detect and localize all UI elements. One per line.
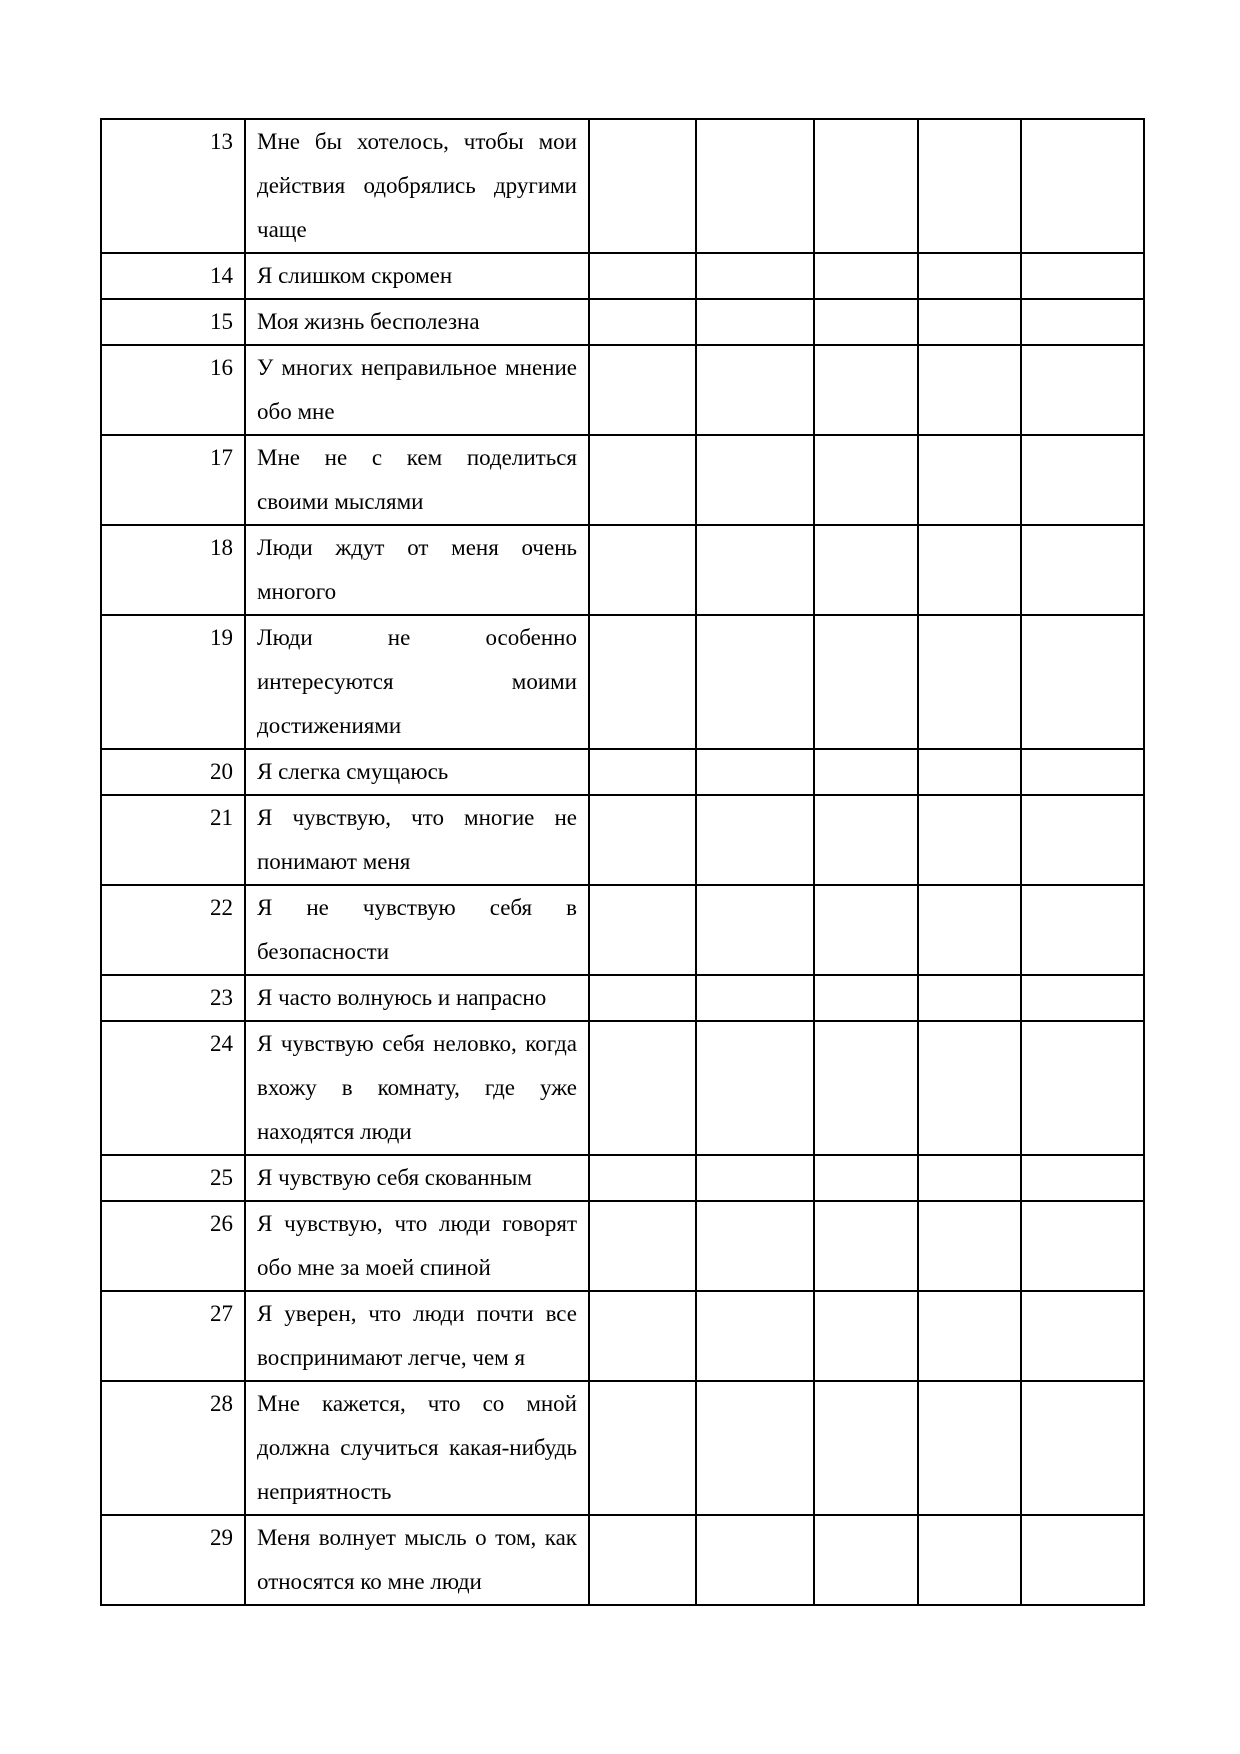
answer-cell[interactable] [814,299,918,345]
answer-cell[interactable] [696,1155,814,1201]
answer-cell[interactable] [696,299,814,345]
answer-cell[interactable] [589,795,696,885]
answer-cell[interactable] [918,435,1021,525]
answer-cell[interactable] [814,615,918,749]
answer-cell[interactable] [814,435,918,525]
table-row [101,299,1144,345]
answer-cell[interactable] [918,749,1021,795]
answer-cell[interactable] [1021,615,1144,749]
answer-cell[interactable] [918,525,1021,615]
row-number: 29 [101,1515,245,1605]
answer-cell[interactable] [918,1291,1021,1381]
table-row [101,345,1144,435]
table-row [101,749,1144,795]
answer-cell[interactable] [814,345,918,435]
answer-cell[interactable] [696,119,814,253]
statement-text: Я чувствую себя неловко, когда вхожу в комнату, где уже находятся люди [245,1021,589,1155]
row-number: 23 [101,975,245,1021]
answer-cell[interactable] [814,1021,918,1155]
answer-cell[interactable] [589,1515,696,1605]
statement-text: Мне бы хотелось, чтобы мои действия одобрялись другими чаще [245,119,589,253]
statement-text: У многих неправильное мнение обо мне [245,345,589,435]
statement-text: Люди не особенно интересуются моими достижениями [245,615,589,749]
answer-cell[interactable] [814,1381,918,1515]
answer-cell[interactable] [696,1291,814,1381]
answer-cell[interactable] [696,885,814,975]
statement-text: Я уверен, что люди почти все воспринимают легче, чем я [245,1291,589,1381]
row-number: 26 [101,1201,245,1291]
answer-cell[interactable] [814,1155,918,1201]
answer-cell[interactable] [814,795,918,885]
row-number: 25 [101,1155,245,1201]
answer-cell[interactable] [696,1515,814,1605]
row-number: 14 [101,253,245,299]
row-number: 24 [101,1021,245,1155]
table-row [101,119,1144,253]
statement-text: Люди ждут от меня очень многого [245,525,589,615]
table-row [101,253,1144,299]
answer-cell[interactable] [814,253,918,299]
table-row [101,885,1144,975]
answer-cell[interactable] [1021,795,1144,885]
answer-cell[interactable] [918,615,1021,749]
answer-cell[interactable] [918,299,1021,345]
answer-cell[interactable] [589,525,696,615]
answer-cell[interactable] [814,119,918,253]
answer-cell[interactable] [918,1201,1021,1291]
answer-cell[interactable] [1021,119,1144,253]
statement-text: Мне кажется, что со мной должна случиться какая-нибудь неприятность [245,1381,589,1515]
answer-cell[interactable] [918,119,1021,253]
answer-cell[interactable] [696,975,814,1021]
answer-cell[interactable] [589,1155,696,1201]
answer-cell[interactable] [589,615,696,749]
table-row [101,1381,1144,1515]
answer-cell[interactable] [814,1201,918,1291]
row-number: 20 [101,749,245,795]
table-row [101,525,1144,615]
statement-text: Моя жизнь бесполезна [245,299,589,345]
answer-cell[interactable] [1021,749,1144,795]
answer-cell[interactable] [696,1381,814,1515]
row-number: 28 [101,1381,245,1515]
answer-cell[interactable] [589,119,696,253]
answer-cell[interactable] [696,1201,814,1291]
answer-cell[interactable] [1021,885,1144,975]
answer-cell[interactable] [918,1021,1021,1155]
table-row [101,1291,1144,1381]
table-row [101,435,1144,525]
statement-text: Я не чувствую себя в безопасности [245,885,589,975]
statement-text: Меня волнует мысль о том, как относятся ко мне люди [245,1515,589,1605]
answer-cell[interactable] [589,1291,696,1381]
answer-cell[interactable] [589,1381,696,1515]
statement-text: Я чувствую, что многие не понимают меня [245,795,589,885]
answer-cell[interactable] [696,435,814,525]
answer-cell[interactable] [696,795,814,885]
row-number: 15 [101,299,245,345]
row-number: 13 [101,119,245,253]
answer-cell[interactable] [1021,1381,1144,1515]
answer-cell[interactable] [918,253,1021,299]
statement-text: Я часто волнуюсь и напрасно [245,975,589,1021]
row-number: 27 [101,1291,245,1381]
answer-cell[interactable] [814,1515,918,1605]
answer-cell[interactable] [1021,345,1144,435]
row-number: 22 [101,885,245,975]
table-row [101,1155,1144,1201]
answer-cell[interactable] [589,435,696,525]
statement-text: Я чувствую себя скованным [245,1155,589,1201]
answer-cell[interactable] [814,525,918,615]
table-row [101,795,1144,885]
table-row [101,1021,1144,1155]
answer-cell[interactable] [1021,1155,1144,1201]
answer-cell[interactable] [696,525,814,615]
answer-cell[interactable] [696,615,814,749]
answer-cell[interactable] [918,1155,1021,1201]
answer-cell[interactable] [589,1201,696,1291]
answer-cell[interactable] [1021,253,1144,299]
row-number: 18 [101,525,245,615]
answer-cell[interactable] [1021,975,1144,1021]
answer-cell[interactable] [918,345,1021,435]
answer-cell[interactable] [1021,1291,1144,1381]
statement-text: Я слишком скромен [245,253,589,299]
answer-cell[interactable] [589,975,696,1021]
answer-cell[interactable] [696,345,814,435]
row-number: 16 [101,345,245,435]
answer-cell[interactable] [589,885,696,975]
answer-cell[interactable] [918,1515,1021,1605]
answer-cell[interactable] [918,795,1021,885]
answer-cell[interactable] [696,253,814,299]
statement-text: Я чувствую, что люди говорят обо мне за моей спиной [245,1201,589,1291]
statement-text: Мне не с кем поделиться своими мыслями [245,435,589,525]
table-row [101,975,1144,1021]
answer-cell[interactable] [1021,525,1144,615]
statement-text: Я слегка смущаюсь [245,749,589,795]
answer-cell[interactable] [589,299,696,345]
questionnaire-table [100,118,1145,1606]
row-number: 17 [101,435,245,525]
row-number: 19 [101,615,245,749]
answer-cell[interactable] [589,749,696,795]
answer-cell[interactable] [1021,1515,1144,1605]
answer-cell[interactable] [1021,1201,1144,1291]
answer-cell[interactable] [589,253,696,299]
answer-cell[interactable] [814,885,918,975]
answer-cell[interactable] [918,1381,1021,1515]
answer-cell[interactable] [1021,299,1144,345]
answer-cell[interactable] [814,975,918,1021]
answer-cell[interactable] [696,749,814,795]
answer-cell[interactable] [1021,1021,1144,1155]
table-row [101,1515,1144,1605]
answer-cell[interactable] [589,1021,696,1155]
answer-cell[interactable] [1021,435,1144,525]
table-row [101,1201,1144,1291]
table-row [101,615,1144,749]
answer-cell[interactable] [696,1021,814,1155]
row-number: 21 [101,795,245,885]
answer-cell[interactable] [814,749,918,795]
answer-cell[interactable] [589,345,696,435]
answer-cell[interactable] [918,885,1021,975]
answer-cell[interactable] [814,1291,918,1381]
answer-cell[interactable] [918,975,1021,1021]
